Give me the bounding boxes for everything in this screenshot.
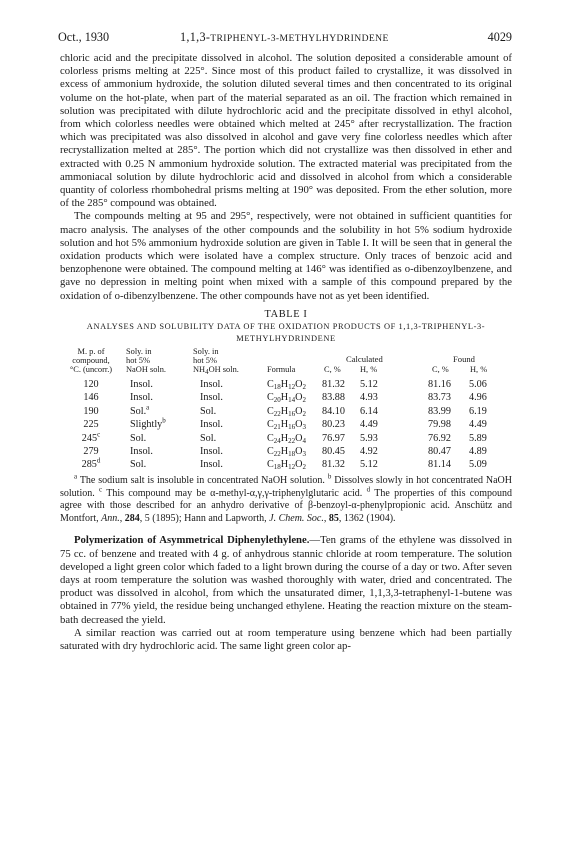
table-cell-calc-c: 76.97: [322, 432, 345, 444]
table-footnotes: $^a$ The sodium salt is insoluble in concentrated NaOH solution. $^b$ Dissolves slowly in hot concentrated NaOH solution. $^c$ This compound may be α-methyl-α,γ,γ-triphenylglutaric acid. $^d$ The properties of this compound agree with those described for an anhydro derivative of β-benzoyl-α-phenylpropionic acid. Anschütz and Montfort, Ann., 284, 5 (1895); Hann and Lapworth, J. Chem. Soc., 85, 1362 (1904).: [60, 472, 512, 524]
header-mp: [60, 348, 122, 374]
table-cell-formula: $C_{21}H_{16}O_3$: [267, 419, 307, 432]
running-title: [180, 30, 389, 45]
table-cell-naoh: Insol.: [130, 446, 153, 458]
table-cell-calc-c: 83.88: [322, 392, 345, 404]
table-cell-formula: $C_{22}H_{18}O_3$: [267, 446, 307, 459]
table-caption-line-1: ANALYSES AND SOLUBILITY DATA OF THE OXIDATION PRODUCTS OF 1,1,3-TRIPHENYL-3-: [86, 321, 486, 331]
header-found-c: C, %: [432, 365, 449, 375]
header-nh4oh-line: hot 5%: [193, 355, 217, 365]
table-cell-found-h: 5.09: [469, 459, 487, 471]
table-cell-formula: $C_{20}H_{14}O_2$: [267, 392, 307, 405]
table-cell-calc-h: 6.14: [360, 405, 378, 417]
table-cell-mp: 285$^d$: [81, 457, 101, 471]
table-cell-calc-h: 4.93: [360, 392, 378, 404]
header-naoh-line: hot 5%: [126, 355, 150, 365]
table-caption-line-2: METHYLHYDRINDENE: [236, 334, 336, 344]
table-cell-found-c: 83.99: [428, 405, 451, 417]
table-cell-formula: $C_{22}H_{16}O_2$: [267, 405, 307, 418]
table-cell-mp: 245$^c$: [81, 430, 101, 444]
table-cell-naoh: Insol.: [130, 392, 153, 404]
header-mp-line: °C. (uncorr.): [69, 364, 113, 374]
table-cell-calc-c: 84.10: [322, 405, 345, 417]
header-mp-line: M. p. of: [77, 347, 105, 357]
table-cell-naoh: Sol.: [130, 432, 147, 444]
table-cell-mp: 279: [83, 446, 99, 458]
paragraph-4: A similar reaction was carried out at room temperature using benzene which had been partially saturated with dry hydrochloric acid. The same light green color ap-: [60, 626, 512, 653]
table-cell-found-c: 79.98: [428, 419, 451, 431]
issue-date: Oct., 1930: [58, 30, 110, 44]
paragraph-3-text: —Ten grams of the ethylene was dissolved in 75 cc. of benzene and treated with 4 g. of anhydrous stannic chloride at room temperature. The solution developed a light green color which faded to a light brown during the course of a day or two. After seven days at room temperature the solution was washed thoroughly with water, dried and concentrated. The product was dissolved in alcohol, from which the unsaturated dimer, 1,1,3,3-tetraphenyl-1-butene was obtained in 77% yield, the residue being unchanged ethylene. Heating the reaction mixture on the steam-bath decreased the yield.: [60, 534, 512, 626]
header-mp-line: compound,: [72, 355, 110, 365]
page-number: 4029: [487, 30, 512, 44]
table-title: TABLE I: [264, 308, 308, 320]
table-cell-mp: 225: [83, 419, 99, 431]
table-cell-naoh: Slightly$^b$: [130, 416, 166, 431]
table-cell-mp: 190: [83, 405, 99, 417]
header-formula: Formula: [267, 365, 296, 375]
paragraph-2: The compounds melting at 95 and 295°, respectively, were not obtained in sufficient quantities for macro analysis. The analyses of the other compounds and the solubility in hot 5% sodium hydroxide solution and hot 5% ammonium hydroxide solution are given in Table I. It will be seen that in general the oxidation products which were isolated have a complex structure. Only traces of benzoic acid and benzophenone were obtained. The compound melting at 146° was identified as o-dibenzoylbenzene, and gave no depression in melting point when mixed with a sample of this compound prepared by the oxidation of o-dibenzylbenzene. The other compounds have not as yet been identified.: [60, 210, 512, 302]
header-found-h: H, %: [470, 365, 488, 375]
table-cell-nh4oh: Insol.: [200, 419, 223, 431]
table-cell-formula: $C_{18}H_{12}O_2$: [267, 459, 307, 472]
table-cell-calc-h: 4.92: [360, 446, 378, 458]
header-calculated: Calculated: [346, 354, 383, 365]
table-cell-calc-c: 80.23: [322, 419, 345, 431]
table-cell-calc-h: 4.49: [360, 419, 378, 431]
table-cell-calc-c: 81.32: [322, 379, 345, 391]
table-cell-found-c: 76.92: [428, 432, 451, 444]
header-nh4oh: [193, 348, 259, 374]
table-cell-mp: 120: [83, 379, 99, 391]
table-cell-found-c: 80.47: [428, 446, 451, 458]
table-cell-found-h: 5.89: [469, 432, 487, 444]
section-heading: Polymerization of Asymmetrical Diphenylethylene.: [74, 534, 310, 547]
header-nh4oh-line: Soly. in: [193, 347, 219, 357]
header-naoh-line: Soly. in: [126, 347, 152, 357]
header-naoh: [126, 348, 184, 374]
header-nh4oh-line: $NH_4OH$ soln.: [193, 364, 239, 376]
table-cell-found-h: 4.89: [469, 446, 487, 458]
table-cell-found-h: 6.19: [469, 405, 487, 417]
table-cell-formula: $C_{18}H_{12}O_2$: [267, 379, 307, 392]
table-cell-found-c: 81.16: [428, 379, 451, 391]
table-cell-calc-h: 5.12: [360, 459, 378, 471]
table-cell-calc-h: 5.93: [360, 432, 378, 444]
running-title-main: TRIPHENYL-3-METHYLHYDRINDENE: [210, 33, 389, 44]
article-body: [60, 52, 512, 653]
paragraph-1: chloric acid and the precipitate dissolved in alcohol. The solution deposited a considerable amount of colorless prisms melting at 225°. Since most of this product failed to crystallize, it was dissolved in excess of ammonium hydroxide, the solution diluted several times and then concentrated to its original volume on the hot-plate, when part of the material separated as an oil. The fraction which remained in solution was precipitated with dilute hydrochloric acid and the precipitate dissolved in ethyl alcohol, from which colorless needles were obtained which melted at 245° after recrystallization. The fraction which was precipitated was also dissolved in alcohol and gave very fine colorless needles which after recrystallization melted at 285°. The portion which did not crystallize was then dissolved in ether and extracted with 0.25 N ammonium hydroxide solution. The extracted material was precipitated from the ammoniacal solution by dilute hydrochloric acid and dissolved in alcohol from which a considerable quantity of colorless rhombohedral prisms melting at 190° was deposited. From the ether solution, more of the 285° compound was obtained.: [60, 52, 512, 210]
table-cell-nh4oh: Insol.: [200, 446, 223, 458]
table-cell-nh4oh: Sol.: [200, 432, 217, 444]
table-cell-found-c: 81.14: [428, 459, 451, 471]
table-cell-calc-h: 5.12: [360, 379, 378, 391]
table-cell-formula: $C_{24}H_{22}O_4$: [267, 432, 307, 445]
header-found: Found: [453, 354, 475, 365]
table-cell-naoh: Sol.: [130, 459, 147, 471]
table-cell-nh4oh: Insol.: [200, 392, 223, 404]
table-cell-mp: 146: [83, 392, 99, 404]
data-table: [60, 348, 512, 472]
table-cell-naoh: Insol.: [130, 379, 153, 391]
running-header: [58, 30, 512, 46]
running-title-prefix: 1,1,3-: [180, 30, 211, 44]
table-cell-found-h: 4.96: [469, 392, 487, 404]
table-caption: [60, 321, 512, 346]
table-cell-calc-c: 80.45: [322, 446, 345, 458]
table-cell-nh4oh: Insol.: [200, 379, 223, 391]
table-cell-found-h: 5.06: [469, 379, 487, 391]
header-calc-h: H, %: [360, 365, 378, 375]
table-cell-naoh: Sol.$^a$: [130, 403, 150, 417]
table-cell-calc-c: 81.32: [322, 459, 345, 471]
header-naoh-line: NaOH soln.: [126, 364, 167, 374]
header-calc-c: C, %: [324, 365, 341, 375]
table-cell-nh4oh: Insol.: [200, 459, 223, 471]
table-cell-found-h: 4.49: [469, 419, 487, 431]
table-cell-nh4oh: Sol.: [200, 405, 217, 417]
table-cell-found-c: 83.73: [428, 392, 451, 404]
paragraph-3: [60, 534, 512, 626]
